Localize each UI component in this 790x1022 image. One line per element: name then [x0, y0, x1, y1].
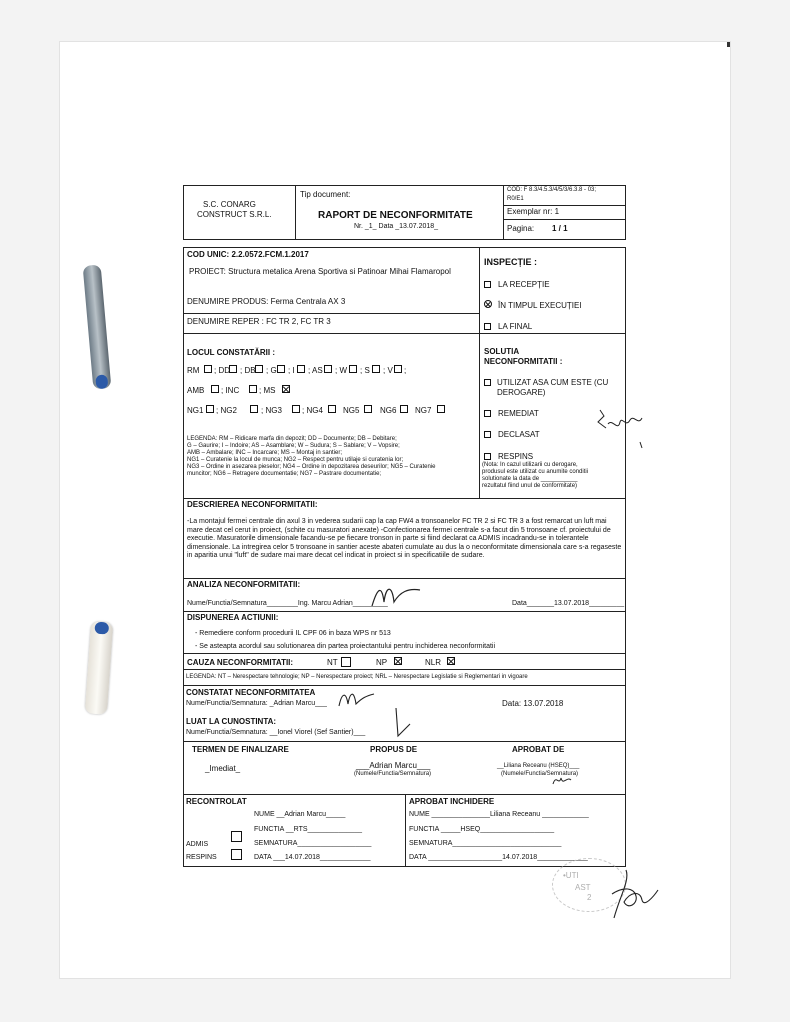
option-utilizat-line2: DEROGARE) — [497, 388, 546, 397]
checkbox-db[interactable] — [255, 365, 263, 373]
cod-line2: R0/E1 — [507, 196, 524, 202]
respins-label: RESPINS — [186, 854, 217, 861]
cod-line1: COD: F 8.3/4.5.3/4/5/3/6.3.8 - 03; — [507, 187, 597, 193]
analiza-title: ANALIZA NECONFORMITATII: — [187, 580, 301, 589]
legend-line: G – Gaurire; I – Indoire; AS – Asamblare; W – Sudura; S – Sablare; V – Vopsire; — [187, 443, 400, 449]
loc-label: NG5 — [343, 406, 360, 415]
stamp-text: 2 — [587, 893, 592, 902]
binder-clip-bottom-tip — [94, 622, 109, 635]
checkbox-np-checked[interactable] — [394, 657, 402, 665]
checkbox-i[interactable] — [297, 365, 305, 373]
signature-analiza — [368, 582, 428, 612]
option-respins: RESPINS — [498, 452, 534, 461]
cauza-option-nlr: NLR — [425, 658, 442, 667]
aprobat-inchidere-field: DATA ___________________14.07.2018_____________ — [409, 854, 588, 861]
propus-value: ___Adrian Marcu___ — [356, 761, 431, 770]
checkbox-ms-checked[interactable] — [282, 385, 290, 393]
cod-unic: COD UNIC: 2.2.0572.FCM.1.2017 — [187, 250, 309, 259]
aprobat-inchidere-field: NUME _______________Liliana Receanu ____________ — [409, 811, 589, 818]
checkbox-nlr-checked[interactable] — [447, 657, 455, 665]
cauza-legend: LEGENDA: NT – Nerespectare tehnologie; NP – Nerespectare proiect; NRL – Nerespectare Legislatie si Reglementari in vigoare — [186, 674, 528, 680]
doc-number-line: Nr. _1_ Data _13.07.2018_ — [354, 223, 439, 230]
checkbox-dd[interactable] — [229, 365, 237, 373]
constatat-data: Data: 13.07.2018 — [502, 699, 564, 708]
dispunerea-title: DISPUNEREA ACTIUNII: — [187, 613, 279, 622]
divider — [479, 247, 480, 499]
checkbox-la-final[interactable] — [484, 323, 491, 330]
admis-label: ADMIS — [186, 841, 209, 848]
aprobat-sub: (Numele/Functia/Semnatura) — [501, 771, 579, 777]
recontrolat-field: NUME __Adrian Marcu_____ — [254, 811, 346, 818]
divider — [183, 333, 626, 334]
checkbox-rm[interactable] — [204, 365, 212, 373]
checkbox-ng3[interactable] — [292, 405, 300, 413]
scan-edge-mark — [727, 42, 730, 47]
constatat-line: Nume/Functia/Semnatura: _Adrian Marcu___ — [186, 700, 327, 707]
checkbox-ng5[interactable] — [364, 405, 372, 413]
aprobat-inchidere-title: APROBAT INCHIDERE — [409, 797, 495, 806]
divider — [183, 313, 479, 314]
doc-type-label: Tip document: — [300, 190, 351, 199]
loc-label: RM — [187, 366, 200, 375]
signature-remediat — [590, 402, 650, 450]
legend-line: NG3 – Ordine in asezarea pieselor; NG4 – Ordine in depozitarea deseurilor; NG5 – Curatenie — [187, 464, 436, 470]
checkbox-nt[interactable] — [341, 657, 351, 667]
loc-label: ; MS — [259, 386, 276, 395]
divider — [183, 653, 626, 654]
analiza-data: Data_______13.07.2018_________ — [512, 600, 625, 607]
divider — [183, 685, 626, 686]
recontrolat-field: SEMNATURA___________________ — [254, 840, 372, 847]
proiect: PROIECT: Structura metalica Arena Sportiva si Patinoar Mihai Flamaropol — [189, 267, 451, 276]
aprobat-header: APROBAT DE — [512, 745, 565, 754]
signature-final — [606, 866, 666, 922]
option-declasat: DECLASAT — [498, 430, 540, 439]
pagina-label: Pagina: — [507, 224, 535, 233]
divider — [183, 578, 626, 579]
locul-title: LOCUL CONSTATĂRII : — [187, 348, 275, 357]
loc-label: ; S — [360, 366, 370, 375]
luat-line: Nume/Functia/Semnatura: __Ionel Viorel (Sef Santier)___ — [186, 729, 366, 736]
descriere-text: -La montajul fermei centrale din axul 3 in vederea sudarii cap la cap FW4 a tronsoanelor FC TR 2 si FC TR 3 a fost remarcat un luft mai mare decat cel cerut in proiect, (schite cu masuratori anexate) -Confectionarea fermei centrale s-a facut din 5 tronsoane cf. proiectului de executie. Masuratorile dimensionale facandu-se pe fiecare tronson in parte si fiind declarat ca ADMIS incadrandu-se in tolerantele dimensionale. La intregirea celor 5 tronsoane in santier aceste abateri cumulate au dus la o neconformitate dimensionala care s-a regaseste in aparitia unui "luft" de sudare mai mare decat cel indicat in proiect si in specificatiile de sudare. — [187, 518, 622, 560]
option-utilizat: UTILIZAT ASA CUM ESTE (CU — [497, 378, 609, 387]
company-name-line2: CONSTRUCT S.R.L. — [197, 210, 272, 219]
checkbox-la-receptie[interactable] — [484, 281, 491, 288]
pagina-value: 1 / 1 — [552, 224, 568, 233]
checkbox-ng6[interactable] — [400, 405, 408, 413]
aprobat-inchidere-field: FUNCTIA _____HSEQ___________________ — [409, 826, 555, 833]
divider — [503, 185, 504, 240]
checkbox-declasat[interactable] — [484, 431, 491, 438]
divider — [295, 185, 296, 240]
divider — [183, 611, 626, 612]
option-in-timpul-executiei: ÎN TIMPUL EXECUȚIEI — [498, 301, 582, 310]
checkbox-inc[interactable] — [249, 385, 257, 393]
stamp-text: AST — [575, 883, 591, 892]
descriere-title: DESCRIEREA NECONFORMITATII: — [187, 500, 318, 509]
loc-label: NG7 — [415, 406, 432, 415]
loc-label: ; NG3 — [261, 406, 282, 415]
checkbox-ng2[interactable] — [250, 405, 258, 413]
solutia-title-line2: NECONFORMITATII : — [484, 357, 563, 366]
luat-title: LUAT LA CUNOSTINTA: — [186, 717, 277, 726]
binder-clip-top-tip — [95, 374, 108, 389]
checkbox-v[interactable] — [394, 365, 402, 373]
cauza-option-np: NP — [376, 658, 388, 667]
loc-label: ; — [404, 366, 407, 375]
termen-header: TERMEN DE FINALIZARE — [192, 745, 289, 754]
loc-label: NG6 — [380, 406, 397, 415]
loc-label: AMB — [187, 386, 205, 395]
checkbox-admis[interactable] — [231, 831, 242, 842]
signature-aprobat — [551, 772, 573, 790]
nota-line: solutionate la data de ___________ — [482, 476, 578, 482]
recontrolat-title: RECONTROLAT — [186, 797, 247, 806]
dispunerea-item: - Se asteapta acordul sau solutionarea din partea proiectantului pentru inchiderea neconformitatii — [195, 643, 496, 650]
propus-sub: (Numele/Functia/Semnatura) — [354, 771, 432, 777]
solutia-title: SOLUTIA — [484, 347, 520, 356]
stamp-text: •UTI — [563, 871, 579, 880]
legend-line: LEGENDA: RM – Ridicare marfa din depozit; DD – Documente; DB – Debitare; — [187, 436, 397, 442]
loc-label: ; G — [266, 366, 277, 375]
checkbox-w[interactable] — [349, 365, 357, 373]
denumire-reper: DENUMIRE REPER : FC TR 2, FC TR 3 — [187, 317, 331, 326]
loc-label: ; NG2 — [216, 406, 237, 415]
dispunerea-item: - Remediere conform procedurii IL CPF 06 in baza WPS nr 513 — [195, 630, 391, 637]
checkbox-utilizat[interactable] — [484, 379, 491, 386]
loc-label: ; I — [288, 366, 295, 375]
nota-line: produsul este utilizat cu anumite conditii — [482, 469, 589, 475]
checkbox-respins[interactable] — [484, 453, 491, 460]
option-la-final: LA FINAL — [498, 322, 533, 331]
loc-label: ; V — [383, 366, 393, 375]
divider — [503, 219, 626, 220]
checkbox-ng7[interactable] — [437, 405, 445, 413]
nota-line: (Nota: In cazul utilizarii cu derogare, — [482, 462, 578, 468]
option-remediat: REMEDIAT — [498, 409, 539, 418]
loc-label: ; DD — [214, 366, 230, 375]
divider — [183, 498, 626, 499]
cauza-option-nt: NT — [327, 658, 338, 667]
exemplar: Exemplar nr: 1 — [507, 207, 560, 216]
legend-line: AMB – Ambalare; INC – Incarcare; MS – Montaj in santier; — [187, 450, 343, 456]
checkbox-remediat[interactable] — [484, 410, 491, 417]
loc-label: NG1 — [187, 406, 204, 415]
divider — [183, 669, 626, 670]
nota-line: rezultatul fiind unul de conformitate) — [482, 483, 578, 489]
checkbox-in-timpul-executiei[interactable] — [484, 300, 492, 308]
recontrolat-field: DATA ___14.07.2018_____________ — [254, 854, 371, 861]
checkbox-amb[interactable] — [211, 385, 219, 393]
legend-line: muncitor; NG6 – Retragere documentatie; NG7 – Pastrare documentatie; — [187, 471, 382, 477]
checkbox-ng1[interactable] — [206, 405, 214, 413]
checkbox-as[interactable] — [324, 365, 332, 373]
aprobat-inchidere-field: SEMNATURA____________________________ — [409, 840, 562, 847]
divider — [183, 741, 626, 742]
cauza-title: CAUZA NECONFORMITATII: — [187, 658, 294, 667]
checkbox-ng4[interactable] — [328, 405, 336, 413]
constatat-title: CONSTATAT NECONFORMITATEA — [186, 688, 316, 697]
option-la-receptie: LA RECEPȚIE — [498, 280, 550, 289]
denumire-produs: DENUMIRE PRODUS: Ferma Centrala AX 3 — [187, 297, 346, 306]
checkbox-respins-recontrol[interactable] — [231, 849, 242, 860]
loc-label: ; W — [335, 366, 347, 375]
termen-value: _Imediat_ — [205, 764, 241, 773]
aprobat-value: __Liliana Receanu (HSEQ)___ — [497, 763, 580, 769]
checkbox-s[interactable] — [372, 365, 380, 373]
signature-luat — [388, 706, 414, 740]
loc-label: ; NG4 — [302, 406, 323, 415]
propus-header: PROPUS DE — [370, 745, 418, 754]
recontrolat-field: FUNCTIA __RTS______________ — [254, 826, 363, 833]
legend-line: NG1 – Curatenie la locul de munca; NG2 – Respect pentru utilaje si curatenia lor; — [187, 457, 404, 463]
doc-title: RAPORT DE NECONFORMITATE — [318, 210, 473, 221]
company-name: S.C. CONARG — [203, 200, 256, 209]
signature-constatat — [336, 688, 376, 710]
loc-label: ; INC — [221, 386, 240, 395]
divider — [405, 794, 406, 867]
loc-label: ; DB — [240, 366, 256, 375]
loc-label: ; AS — [308, 366, 323, 375]
analiza-line: Nume/Functia/Semnatura________Ing. Marcu Adrian_________ — [187, 600, 388, 607]
divider — [503, 205, 626, 206]
inspectie-title: INSPECȚIE : — [484, 257, 538, 267]
checkbox-g[interactable] — [277, 365, 285, 373]
